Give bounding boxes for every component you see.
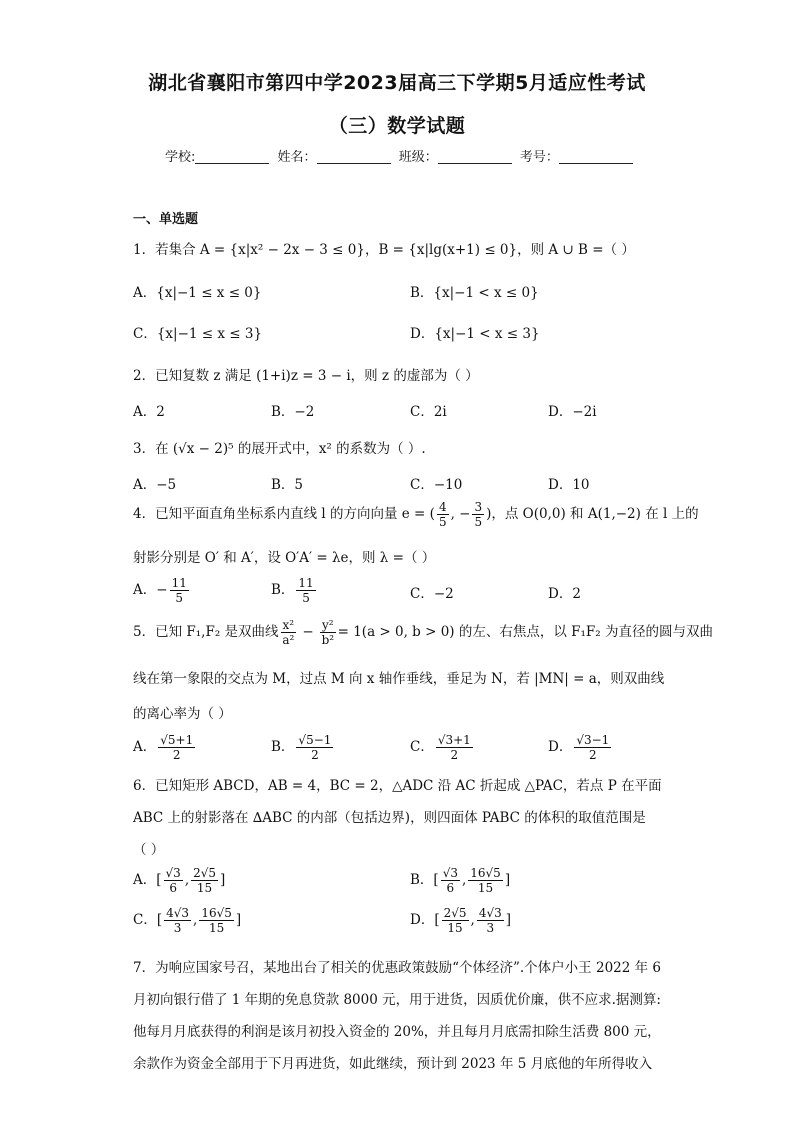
q1-option-a: A．{x|−1 ≤ x ≤ 0} bbox=[133, 285, 262, 301]
q6c2-num: 16√5 bbox=[201, 906, 232, 920]
q5-option-b bbox=[271, 733, 335, 762]
class-label: 班级： bbox=[398, 150, 438, 165]
q6-c-frac1 bbox=[164, 906, 191, 935]
q6-d-label: D．[ bbox=[410, 912, 440, 928]
q4-option-b-label: B． bbox=[271, 582, 295, 598]
q5b-den: 2 bbox=[311, 748, 319, 762]
q2-option-b: B．−2 bbox=[271, 404, 315, 420]
q5-c-label: C． bbox=[410, 739, 434, 755]
q5a-den: 2 bbox=[172, 748, 181, 762]
q2-stem: 2．已知复数 z 满足 (1+i)z = 3 − i，则 z 的虚部为（ ） bbox=[133, 368, 479, 384]
number-blank[interactable] bbox=[559, 149, 633, 164]
q7-line-3: 他每月月底获得的利润是该月初投入资金的 20%，并且每月月底需扣除生活费 800 元， bbox=[133, 1024, 661, 1040]
q6-stem: 6．已知矩形 ABCD，AB = 4，BC = 2，△ADC 沿 AC 折起成 △PAC，若点 P 在平面 bbox=[133, 778, 662, 794]
exam-title: 湖北省襄阳市第四中学2023届高三下学期5月适应性考试 bbox=[148, 72, 646, 94]
q5-c-frac bbox=[436, 733, 473, 762]
q5d-num: √3−1 bbox=[576, 733, 610, 747]
q5-d-frac bbox=[574, 733, 611, 762]
q5-d-label: D． bbox=[548, 739, 573, 755]
q5-option-c bbox=[410, 733, 475, 762]
q3-stem: 3．在 (√x − 2)⁵ 的展开式中，x² 的系数为（ ）. bbox=[133, 441, 426, 457]
q5-option-a bbox=[133, 733, 197, 762]
q6d1-num: 2√5 bbox=[443, 906, 467, 920]
q5c-den: 2 bbox=[450, 748, 459, 762]
q4b-num: 11 bbox=[298, 576, 314, 590]
q3-option-c: C．−10 bbox=[410, 477, 463, 493]
q2-option-d: D．−2i bbox=[548, 404, 597, 420]
q4-fraction-x bbox=[437, 500, 449, 529]
q6b2-num: 16√5 bbox=[470, 866, 501, 880]
q4a-num: 11 bbox=[171, 576, 187, 590]
q4-fy-den: 5 bbox=[474, 515, 483, 529]
q6-b-frac2 bbox=[468, 866, 503, 895]
q6c1-den: 3 bbox=[173, 921, 182, 935]
q5-stem-part2: = 1(a > 0, b > 0) 的左、右焦点，以 F₁F₂ 为直径的圆与双曲 bbox=[337, 624, 714, 640]
q4a-den: 5 bbox=[175, 591, 184, 605]
q6-c-frac2 bbox=[199, 906, 234, 935]
q6-a-frac1 bbox=[164, 866, 183, 895]
q3-option-b: B．5 bbox=[271, 477, 304, 493]
q6-option-b: B．[ $\frac{√3}{6}$ , $\frac{16√5}{15}$ ] bbox=[410, 866, 511, 895]
q1-stem: 1．若集合 A = {x|x² − 2x − 3 ≤ 0}，B = {x|lg(x+1) ≤ 0}，则 A ∪ B =（ ） bbox=[133, 242, 635, 258]
q4-option-b-frac bbox=[296, 576, 315, 605]
q4-fraction-y bbox=[472, 500, 484, 529]
q6-b-frac1 bbox=[441, 866, 460, 895]
q6-d-frac2 bbox=[477, 906, 504, 935]
q6a1-num: √3 bbox=[165, 866, 181, 880]
q4-option-c: C．−2 bbox=[410, 586, 454, 602]
q5c-num: √3+1 bbox=[437, 733, 471, 747]
q6-option-a: A．[ $\frac{√3}{6}$ , $\frac{2√5}{15}$ ] bbox=[133, 866, 226, 895]
q4-stem-part2: )，点 O(0,0) 和 A(1,−2) 在 l 上的 bbox=[486, 506, 699, 522]
student-info-row bbox=[165, 146, 637, 165]
q5-stem-line3: 的离心率为（ ） bbox=[133, 706, 232, 722]
q5a-num: √5+1 bbox=[160, 733, 194, 747]
q6-a-label: A．[ bbox=[133, 872, 162, 888]
q4-option-a-frac bbox=[170, 576, 189, 605]
q7-line-2: 月初向银行借了 1 年期的免息贷款 8000 元，用于进货，因质优价廉，供不应求.据测算: bbox=[133, 992, 661, 1008]
q4-stem-line2: 射影分别是 O′ 和 A′，设 O′A′ = λe，则 λ =（ ） bbox=[133, 550, 436, 566]
q4-stem: 4．已知平面直角坐标系内直线 l 的方向向量 e = ( $\frac{4}{5}$ , − $\frac{3}{5}$ )，点 O(0,0) 和 A(1,−2) 在 l 上的 bbox=[133, 500, 699, 529]
q6b1-den: 6 bbox=[446, 881, 455, 895]
q6b2-den: 15 bbox=[477, 881, 494, 895]
q2-option-a: A．2 bbox=[133, 404, 165, 420]
q5-frac-y bbox=[320, 618, 336, 647]
q4-stem-part1: 4．已知平面直角坐标系内直线 l 的方向向量 e = ( bbox=[133, 506, 435, 522]
q6b1-num: √3 bbox=[442, 866, 458, 880]
q6a2-den: 15 bbox=[196, 881, 213, 895]
q5-fy-num: y² bbox=[322, 618, 334, 632]
q1-option-d: D．{x|−1 < x ≤ 3} bbox=[410, 326, 540, 342]
q6a2-num: 2√5 bbox=[193, 866, 217, 880]
q4-option-b bbox=[271, 576, 318, 605]
school-blank[interactable] bbox=[195, 149, 269, 164]
q4-fx-num: 4 bbox=[438, 500, 447, 514]
q7-line-1: 7．为响应国家号召，某地出台了相关的优惠政策鼓励“个体经济”.个体户小王 2022 年 6 bbox=[133, 960, 662, 976]
q5-b-frac bbox=[296, 733, 333, 762]
q5-frac-x bbox=[281, 618, 297, 647]
q6-option-c: C．[ $\frac{4√3}{3}$ , $\frac{16√5}{15}$ ] bbox=[133, 906, 242, 935]
q6c2-den: 15 bbox=[208, 921, 225, 935]
q1-option-b: B．{x|−1 < x ≤ 0} bbox=[410, 285, 539, 301]
q6-d-frac1 bbox=[442, 906, 469, 935]
number-label: 考号： bbox=[519, 150, 559, 165]
section-heading: 一、单选题 bbox=[133, 212, 199, 227]
q6-b-label: B．[ bbox=[410, 872, 439, 888]
q5-a-frac bbox=[158, 733, 195, 762]
q5d-den: 2 bbox=[589, 748, 597, 762]
q6-a-frac2 bbox=[191, 866, 218, 895]
q6d2-den: 3 bbox=[486, 921, 495, 935]
q7-line-4: 余款作为资金全部用于下月再进货，如此继续，预计到 2023 年 5 月底他的年所得收入 bbox=[133, 1056, 653, 1072]
q2-option-c: C．2i bbox=[410, 404, 447, 420]
q6d1-den: 15 bbox=[447, 921, 463, 935]
q5-fx-den: a² bbox=[282, 633, 295, 647]
q6c1-num: 4√3 bbox=[166, 906, 190, 920]
q5-fy-den: b² bbox=[321, 633, 335, 647]
q4-option-d: D．2 bbox=[548, 586, 581, 602]
q6d2-num: 4√3 bbox=[478, 906, 502, 920]
class-blank[interactable] bbox=[438, 149, 512, 164]
q3-option-d: D．10 bbox=[548, 477, 590, 493]
q6-stem-line2: ABC 上的射影落在 ∆ABC 的内部（包括边界)，则四面体 PABC 的体积的取值范围是 bbox=[133, 810, 646, 826]
q6-option-d: D．[ $\frac{2√5}{15}$ , $\frac{4√3}{3}$ ] bbox=[410, 906, 512, 935]
q5-stem: 5．已知 F₁,F₂ 是双曲线 $\frac{\text{x²}}{\text{a²}}$ − $\frac{\text{y²}}{\text{b²}}$ = 1(a > 0, b > 0) 的左、右焦点，以 F₁F₂ 为直径的圆与双曲 bbox=[133, 618, 714, 647]
q3-option-a: A．−5 bbox=[133, 477, 177, 493]
name-blank[interactable] bbox=[317, 149, 391, 164]
exam-subtitle: （三）数学试题 bbox=[328, 115, 466, 137]
q4b-den: 5 bbox=[302, 591, 310, 605]
q4-fy-num: 3 bbox=[474, 500, 483, 514]
q1-option-c: C．{x|−1 ≤ x ≤ 3} bbox=[133, 326, 263, 342]
name-label: 姓名： bbox=[277, 150, 317, 165]
q4-option-a-label: A．− bbox=[133, 582, 168, 598]
q5-stem-line2: 线在第一象限的交点为 M，过点 M 向 x 轴作垂线，垂足为 N，若 |MN| = a，则双曲线 bbox=[133, 671, 665, 687]
q5-a-label: A． bbox=[133, 739, 157, 755]
q4-fx-den: 5 bbox=[438, 515, 447, 529]
q6a1-den: 6 bbox=[169, 881, 177, 895]
q5-option-d bbox=[548, 733, 613, 762]
q6-c-label: C．[ bbox=[133, 912, 163, 928]
q5-b-label: B． bbox=[271, 739, 295, 755]
q4-option-a bbox=[133, 576, 191, 605]
q5-stem-part1: 5．已知 F₁,F₂ 是双曲线 bbox=[133, 624, 279, 640]
q5-fx-num: x² bbox=[282, 618, 295, 632]
q5b-num: √5−1 bbox=[298, 733, 332, 747]
school-label: 学校: bbox=[165, 150, 196, 165]
q6-stem-line3: （ ） bbox=[133, 842, 165, 858]
